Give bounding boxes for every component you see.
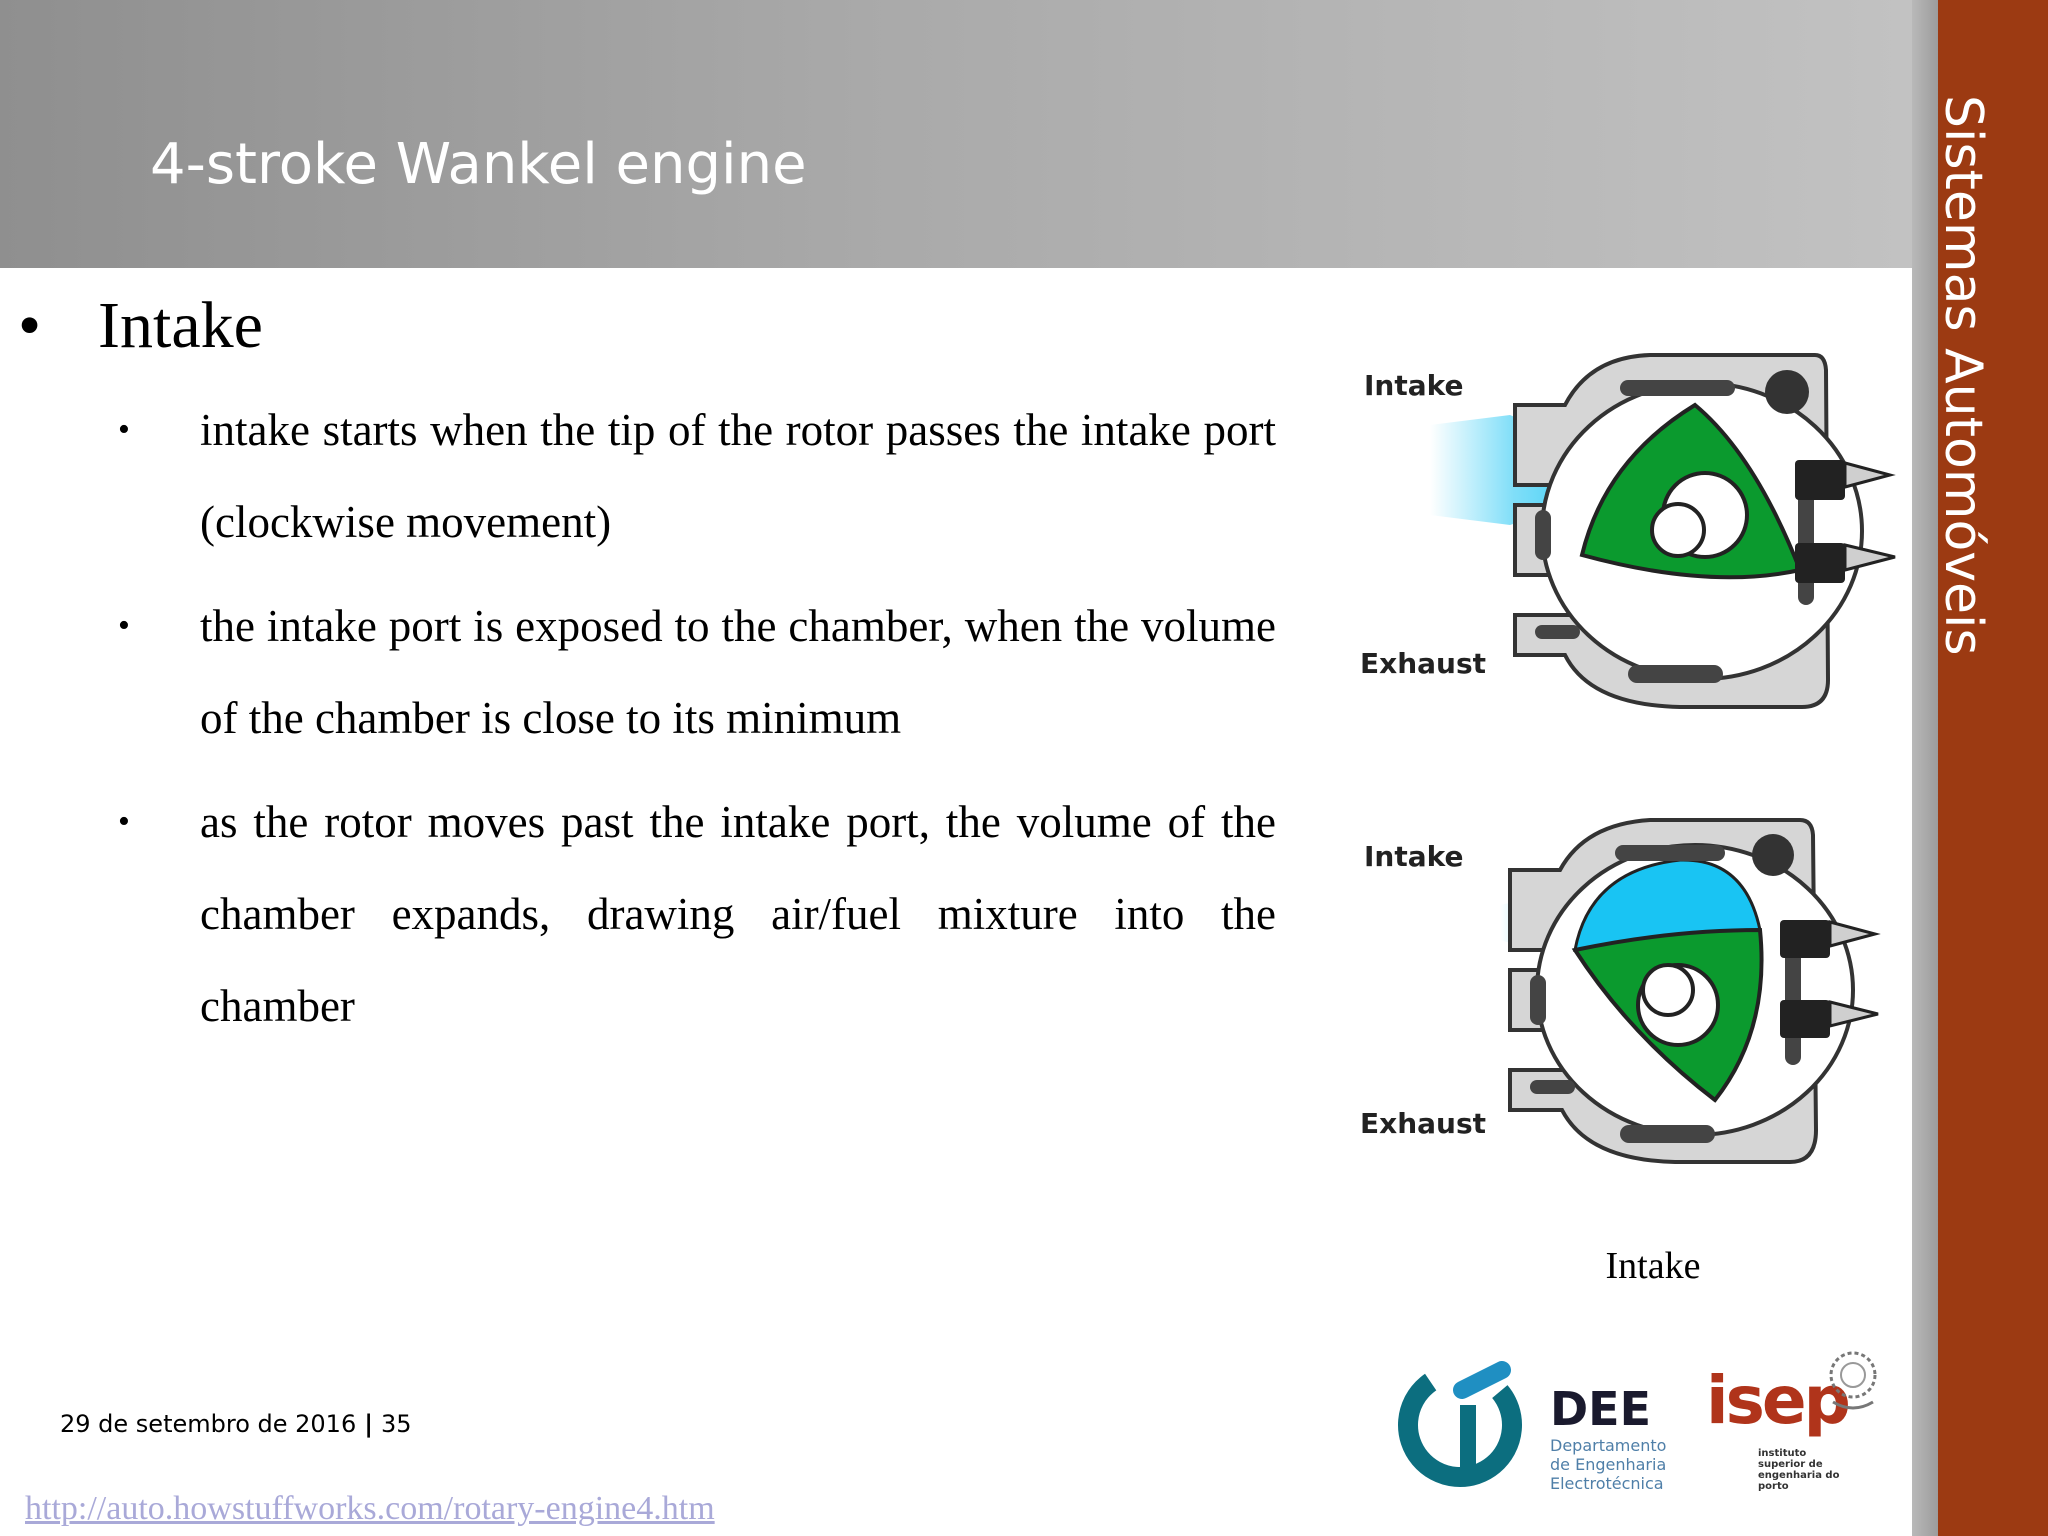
side-label: Sistemas Automóveis xyxy=(1933,95,1993,656)
isep-logo-text: isep xyxy=(1706,1362,1848,1439)
spark-plug-icon xyxy=(1780,1000,1878,1038)
bullet-dot: • xyxy=(118,803,130,840)
list-item xyxy=(118,776,1276,1052)
footer-separator: | xyxy=(364,1410,373,1438)
spark-plug-icon xyxy=(1795,543,1895,583)
output-shaft xyxy=(1652,504,1704,556)
bullet-text: intake starts when the tip of the rotor passes the intake port (clockwise movement) xyxy=(200,405,1276,547)
dee-logo-icon xyxy=(1390,1350,1530,1500)
section-heading: Intake xyxy=(98,289,263,362)
page-number: 35 xyxy=(380,1410,412,1438)
bullet-dot: • xyxy=(18,289,42,362)
spark-plug-icon xyxy=(1795,460,1890,500)
engine-diagram-2 xyxy=(1350,810,1910,1180)
source-link[interactable]: http://auto.howstuffworks.com/rotary-engine4.htm xyxy=(25,1490,715,1527)
list-item xyxy=(118,580,1276,764)
intake-label: Intake xyxy=(1364,369,1464,402)
housing-slot xyxy=(1628,665,1723,683)
engine-diagram-svg xyxy=(1350,810,1910,1180)
housing-slot xyxy=(1620,1125,1715,1143)
bullet-text: as the rotor moves past the intake port, the volume of the chamber expands, drawing air/fuel mixture into the chamber xyxy=(200,797,1276,1031)
spark-plug-icon xyxy=(1780,920,1875,958)
list-item xyxy=(118,384,1276,568)
bullet-dot: • xyxy=(118,607,130,644)
housing-slot xyxy=(1535,510,1551,560)
engine-diagram-1 xyxy=(1350,345,1910,725)
housing-hole xyxy=(1765,370,1809,414)
isep-emblem-icon xyxy=(1818,1340,1888,1420)
housing-hole xyxy=(1752,834,1794,876)
bullet-text: the intake port is exposed to the chamber, when the volume of the chamber is close to its minimum xyxy=(200,601,1276,743)
intake-label: Intake xyxy=(1364,840,1464,873)
dee-logo-subtitle: Departamento de Engenharia Electrotécnica xyxy=(1550,1436,1667,1493)
dee-logo-text: DEE xyxy=(1550,1382,1652,1436)
housing-slot xyxy=(1530,975,1546,1025)
output-shaft xyxy=(1643,965,1693,1015)
housing-slot xyxy=(1615,845,1725,861)
footer-date: 29 de setembro de 2016 xyxy=(60,1410,357,1438)
figure-caption: Intake xyxy=(1605,1245,1701,1287)
exhaust-label: Exhaust xyxy=(1360,647,1486,680)
slide-title: 4-stroke Wankel engine xyxy=(150,132,807,197)
footer xyxy=(60,1410,412,1438)
bullet-dot: • xyxy=(118,411,130,448)
housing-slot xyxy=(1620,380,1735,396)
housing-slot xyxy=(1530,1080,1575,1094)
logos xyxy=(1390,1340,1890,1510)
housing-slot xyxy=(1535,625,1580,639)
isep-logo-subtitle: instituto superior de engenharia do porto xyxy=(1758,1448,1840,1492)
engine-diagram-svg xyxy=(1350,345,1910,725)
exhaust-label: Exhaust xyxy=(1360,1107,1486,1140)
